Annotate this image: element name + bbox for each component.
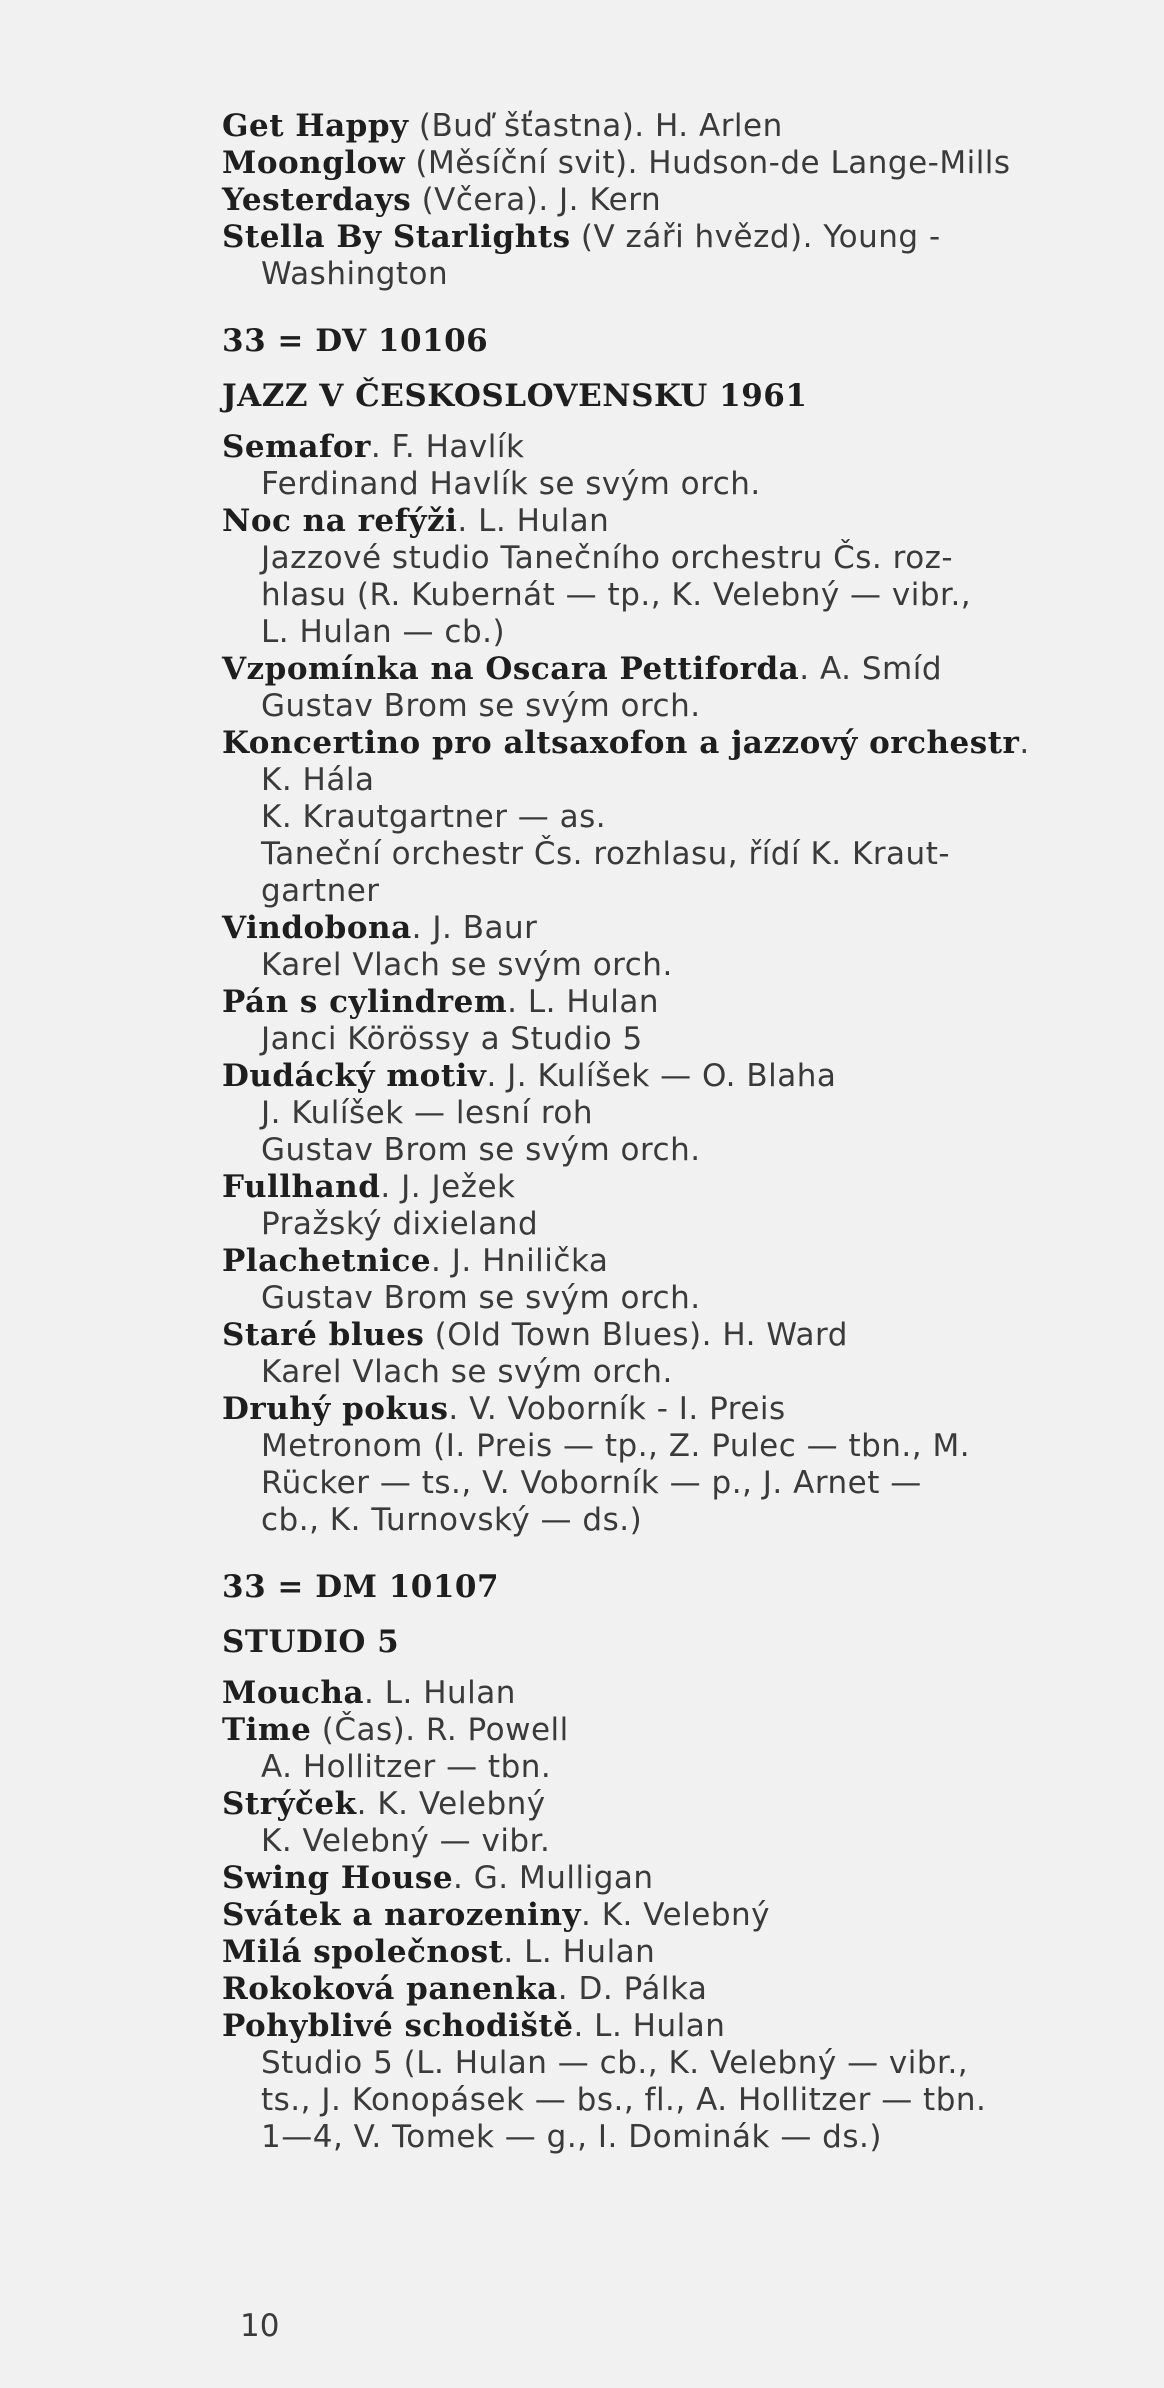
track-entry: [222, 910, 1127, 984]
track-entry: [222, 503, 1127, 651]
track-title: Noc na refýži: [222, 503, 458, 539]
performer-line: Gustav Brom se svým orch.: [261, 1132, 701, 1168]
performer-line: L. Hulan — cb.): [261, 614, 506, 650]
track-credit: . J. Kulíšek — O. Blaha: [486, 1058, 837, 1094]
performer-line: J. Kulíšek — lesní roh: [261, 1095, 594, 1131]
track-entry: [222, 108, 1127, 145]
track-title: Milá společnost: [222, 1934, 504, 1970]
track-entry: [222, 1675, 1127, 1712]
track-line: [222, 1169, 1127, 1206]
track-credit: (Old Town Blues). H. Ward: [424, 1317, 848, 1353]
track-entry: [222, 1317, 1127, 1391]
track-title: Strýček: [222, 1786, 357, 1822]
track-credit: . L. Hulan: [507, 984, 660, 1020]
performer-line: Janci Körössy a Studio 5: [261, 1021, 643, 1057]
performer-line: Gustav Brom se svým orch.: [261, 688, 701, 724]
track-title: Yesterdays: [222, 182, 412, 218]
track-line: [222, 1712, 1127, 1749]
track-credit: (Měsíční svit). Hudson-de Lange-Mills: [405, 145, 1011, 181]
performer-line: hlasu (R. Kubernát — tp., K. Velebný — vibr.,: [261, 577, 972, 613]
track-title: Druhý pokus: [222, 1391, 449, 1427]
track-credit: . L. Hulan: [364, 1675, 516, 1711]
track-entry: [222, 219, 1127, 293]
section-gap: [222, 1539, 1127, 1555]
track-credit: . G. Mulligan: [453, 1860, 654, 1896]
track-line: [222, 1897, 1127, 1934]
track-title: Fullhand: [222, 1169, 381, 1205]
record-section: [222, 108, 1127, 309]
track-title: Get Happy: [222, 108, 409, 144]
track-title: Time: [222, 1712, 312, 1748]
track-line: [222, 1243, 1127, 1280]
album-title: STUDIO 5: [222, 1624, 400, 1660]
track-line: [222, 1934, 1127, 1971]
track-entry: [222, 429, 1127, 503]
track-credit: . L. Hulan: [503, 1934, 656, 1970]
track-credit: . J. Baur: [411, 910, 538, 946]
performer-line: Studio 5 (L. Hulan — cb., K. Velebný — vibr.,: [261, 2045, 969, 2081]
performer-line: A. Hollitzer — tbn.: [261, 1749, 552, 1785]
track-line: [222, 429, 1127, 466]
track-line: [222, 910, 1127, 947]
album-title: JAZZ V ČESKOSLOVENSKU 1961: [222, 378, 808, 414]
track-credit: . F. Havlík: [370, 429, 525, 465]
catalog-number: 33 = DV 10106: [222, 323, 489, 359]
track-title: Vzpomínka na Oscara Pettiforda: [222, 651, 800, 687]
track-line: [222, 503, 1127, 540]
performer-line: Karel Vlach se svým orch.: [261, 1354, 673, 1390]
track-credit: . D. Pálka: [557, 1971, 708, 2007]
performer-line: Jazzové studio Tanečního orchestru Čs. roz-: [261, 540, 954, 576]
track-title: Vindobona: [222, 910, 412, 946]
track-entry: [222, 145, 1127, 182]
track-title: Plachetnice: [222, 1243, 432, 1279]
track-credit: . A. Smíd: [799, 651, 943, 687]
track-line: [222, 984, 1127, 1021]
performer-line: Washington: [261, 256, 449, 292]
track-line: [222, 1675, 1127, 1712]
track-title: Koncertino pro altsaxofon a jazzový orchestr: [222, 725, 1020, 761]
track-line: [222, 2008, 1127, 2045]
track-credit: . K. Velebný: [581, 1897, 770, 1933]
track-line: [222, 108, 1127, 145]
track-credit: (Včera). J. Kern: [411, 182, 662, 218]
track-entry: [222, 1971, 1127, 2008]
track-entry: [222, 1934, 1127, 1971]
track-title: Dudácký motiv: [222, 1058, 487, 1094]
track-entry: [222, 1860, 1127, 1897]
performer-line: K. Velebný — vibr.: [261, 1823, 551, 1859]
section-gap: [222, 293, 1127, 309]
track-line: [222, 651, 1127, 688]
track-title: Rokoková panenka: [222, 1971, 558, 2007]
track-credit: . J. Ježek: [380, 1169, 516, 1205]
track-entry: [222, 1058, 1127, 1169]
track-title: Pohyblivé schodiště: [222, 2008, 574, 2044]
track-line: [222, 145, 1127, 182]
performer-line: Gustav Brom se svým orch.: [261, 1280, 701, 1316]
track-title: Swing House: [222, 1860, 454, 1896]
track-title: Staré blues: [222, 1317, 425, 1353]
track-title: Svátek a narozeniny: [222, 1897, 582, 1933]
track-line: [222, 1317, 1127, 1354]
track-credit: (Čas). R. Powell: [311, 1712, 569, 1748]
track-title: Stella By Starlights: [222, 219, 571, 255]
performer-line: cb., K. Turnovský — ds.): [261, 1502, 643, 1538]
track-entry: [222, 1169, 1127, 1243]
track-credit: .: [1019, 725, 1030, 761]
record-section: [222, 323, 1127, 1555]
track-line: [222, 1391, 1127, 1428]
page-content: [222, 108, 1127, 2156]
track-line: [222, 725, 1127, 762]
track-title: Moonglow: [222, 145, 406, 181]
catalog-number: 33 = DM 10107: [222, 1569, 500, 1605]
track-line: [222, 219, 1127, 256]
track-entry: [222, 984, 1127, 1058]
track-line: [222, 1860, 1127, 1897]
track-entry: [222, 725, 1127, 910]
track-line: [222, 1971, 1127, 2008]
track-entry: [222, 1391, 1127, 1539]
track-entry: [222, 1243, 1127, 1317]
performer-line: K. Hála: [261, 762, 375, 798]
performer-line: ts., J. Konopásek — bs., fl., A. Hollitzer — tbn.: [261, 2082, 987, 2118]
track-credit: . V. Voborník - I. Preis: [448, 1391, 786, 1427]
performer-line: Taneční orchestr Čs. rozhlasu, řídí K. Kraut-: [261, 836, 951, 872]
track-line: [222, 1058, 1127, 1095]
performer-line: Rücker — ts., V. Voborník — p., J. Arnet —: [261, 1465, 922, 1501]
performer-line: Pražský dixieland: [261, 1206, 539, 1242]
track-credit: . K. Velebný: [356, 1786, 546, 1822]
track-entry: [222, 2008, 1127, 2156]
track-entry: [222, 651, 1127, 725]
performer-line: Karel Vlach se svým orch.: [261, 947, 673, 983]
track-title: Pán s cylindrem: [222, 984, 508, 1020]
performer-line: gartner: [261, 873, 380, 909]
track-title: Semafor: [222, 429, 371, 465]
track-entry: [222, 1897, 1127, 1934]
track-credit: . L. Hulan: [573, 2008, 726, 2044]
track-line: [222, 182, 1127, 219]
track-credit: . L. Hulan: [457, 503, 610, 539]
track-credit: . J. Hnilička: [431, 1243, 609, 1279]
track-credit: (V záři hvězd). Young -: [570, 219, 941, 255]
performer-line: Ferdinand Havlík se svým orch.: [261, 466, 761, 502]
track-line: [222, 1786, 1127, 1823]
track-entry: [222, 1712, 1127, 1786]
performer-line: K. Krautgartner — as.: [261, 799, 607, 835]
performer-line: Metronom (I. Preis — tp., Z. Pulec — tbn., M.: [261, 1428, 971, 1464]
track-credit: (Buď šťastna). H. Arlen: [408, 108, 783, 144]
track-entry: [222, 1786, 1127, 1860]
track-entry: [222, 182, 1127, 219]
performer-line: 1—4, V. Tomek — g., I. Dominák — ds.): [261, 2119, 882, 2155]
record-section: [222, 1569, 1127, 2156]
track-title: Moucha: [222, 1675, 365, 1711]
page-number: 10: [240, 2308, 280, 2344]
